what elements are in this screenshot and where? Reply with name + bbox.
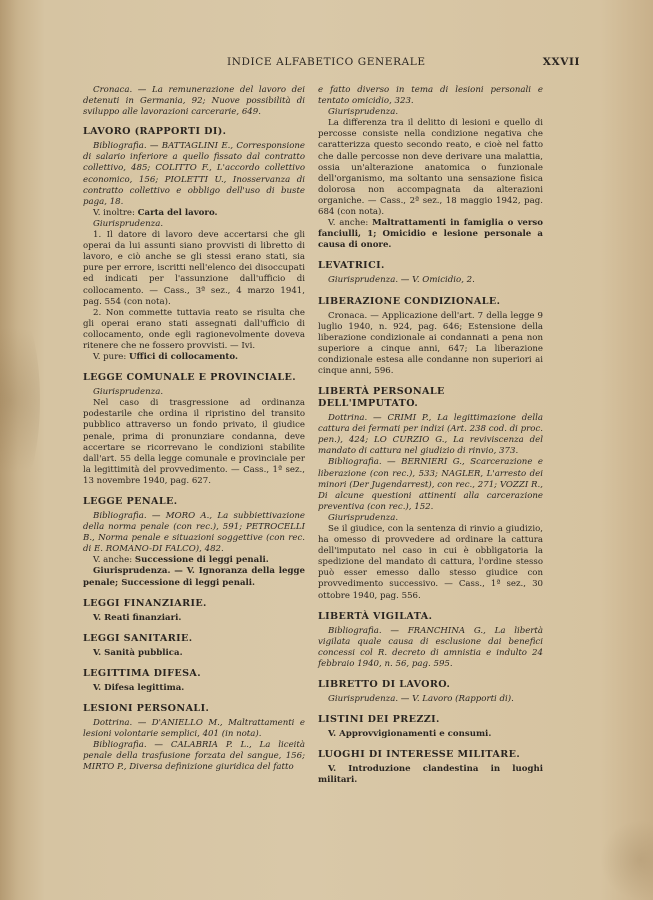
entry-text: Giurisprudenza. [93,218,164,229]
entry-heading: LAVORO (RAPPORTI DI). [83,126,227,138]
entry-text: V. Difesa legittima. [93,682,185,693]
entry-text: Cronaca. — La remunerazione del lavoro dei detenuti in Germania, 92; Nuove possibilità di sviluppo alle lavorazioni carcerarie, 649. [83,85,305,118]
entry-text: Dottrina. — CRIMI P., La legittimazione della cattura dei fermati per indizi (Art. 238 cod. di proc. pen.), 424; LO CURZIO G., La reviviscenza del mandato di cattura nel giudizio di rinvio, 373. [318,413,543,457]
entry-text: V. inoltre: Carta del lavoro. [93,207,218,218]
entry-text: V. Approvvigionamenti e consumi. [328,729,492,740]
entry-text: Giurisprudenza. — V. Omicidio, 2. [328,275,475,286]
entry-text: Giurisprudenza. [328,107,399,118]
entry-text: V. pure: Uffici di collocamento. [93,352,238,363]
entry-text: Dottrina. — D'ANIELLO M., Maltrattamenti e lesioni volontarie semplici, 401 (in nota). [83,717,305,740]
paper-stain [0,300,40,500]
entry-heading: LISTINI DEI PREZZI. [318,714,440,726]
entry-text: Giurisprudenza. [93,387,164,398]
entry-text: 2. Non commette tuttavia reato se risulta che gli operai erano stati assegnati dall'ufficio di collocamento, onde egli ragionevolmente doveva ritenere che ne fossero provvisti. — Ivi. [83,307,305,351]
entry-text: Giurisprudenza. [328,512,399,523]
entry-text: V. anche: Successione di leggi penali. [93,555,269,566]
entry-heading: LEGGI FINANZIARIE. [83,597,207,609]
entry-text: V. anche: Maltrattamenti in famiglia o verso fanciulli, 1; Omicidio e lesione personale a causa di onore. [318,218,543,251]
entry-text: V. Introduzione clandestina in luoghi militari. [318,764,543,786]
entry-text: e fatto diverso in tema di lesioni personali e tentato omicidio, 323. [318,85,543,107]
entry-text: Giurisprudenza. — V. Ignoranza della legge penale; Successione di leggi penali. [83,566,305,588]
entry-heading: LEGGE COMUNALE E PROVINCIALE. [83,372,296,384]
page-header [0,56,653,72]
entry-heading: LIBRETTO DI LAVORO. [318,679,451,691]
entry-text: Bibliografia. — FRANCHINA G., La libertà vigilata quale causa di esclusione dai benefici concessi col R. decreto di amnistia e indulto 24 febbraio 1940, n. 56, pag. 595. [318,625,543,669]
running-title: INDICE ALFABETICO GENERALE [227,56,426,68]
entry-heading: LESIONI PERSONALI. [83,702,210,714]
entry-text: Giurisprudenza. — V. Lavoro (Rapporti di). [328,694,514,705]
right-column [318,85,543,786]
entry-text: Bibliografia. — BERNIERI G., Scarcerazione e liberazione (con rec.), 533; NAGLER, L'arresto dei minori (Der Jugendarrest), con rec., 271; VOZZI R., Di alcune questioni attinenti alla carcerazione preventiva (con rec.), 152. [318,457,543,512]
entry-heading: LEGGE PENALE. [83,496,178,507]
entry-text: Bibliografia. — MORO A., La subbiettivazione della norma penale (con rec.), 591; PETROCELLI B., Norma penale e situazioni soggettive (con rec. di E. ROMANO-DI FALCO), 482. [83,511,306,555]
entry-heading: LEGITTIMA DIFESA. [83,667,202,679]
left-column [83,85,305,773]
entry-heading: LUOGHI DI INTERESSE MILITARE. [318,749,521,761]
entry-heading: LIBERTÀ VIGILATA. [318,610,433,622]
entry-text: Se il giudice, con la sentenza di rinvio a giudizio, ha omesso di provvedere ad ordinare la cattura dell'imputato nel caso in cui è obbligatoria la spedizione del mandato di cattura, l'ordine stesso può esser emesso dallo stesso giudice con provvedimento successivo. — Cass., 1ª sez., 30 ottobre 1940, pag. 556. [318,524,543,601]
entry-text: Cronaca. — Applicazione dell'art. 7 della legge 9 luglio 1940, n. 924, pag. 646; Estensione della liberazione condizionale ai condannati a pena non superiore a cinque anni, 647; La liberazione condizionale estesa alle condanne non superiori ai cinque anni, 596. [318,310,543,376]
entry-text: La differenza tra il delitto di lesioni e quello di percosse consiste nella condizione negativa che caratterizza questo secondo reato, e cioè nel fatto che dalle percosse non deve derivare una malattia, ossia un'alterazione anatomica o funzionale dell'organismo, ma soltanto una sensazione fisica dolorosa non accompagnata da alterazioni organiche. — Cass., 2ª sez., 18 maggio 1942, pag. 684 (con nota). [318,118,543,218]
entry-heading: LEGGI SANITARIE. [83,632,193,644]
paper-stain [600,820,653,900]
entry-text: V. Sanità pubblica. [93,647,183,658]
entry-text: 1. Il datore di lavoro deve accertarsi che gli operai da lui assunti siano provvisti di libretto di lavoro, e ciò anche se gli stessi erano stati, sia pure per errore, iscritti nell'elenco dei disoccupati ed indicati per l'assunzione dall'ufficio di collocamento. — Cass., 3ª sez., 4 marzo 1941, pag. 554 (con nota). [83,230,305,307]
entry-text: V. Reati finanziari. [93,612,182,623]
entry-heading: LIBERTÀ PERSONALE DELL'IMPUTATO. [318,386,445,410]
entry-heading: LEVATRICI. [318,260,385,272]
entry-text: Bibliografia. — BATTAGLINI E., Corresponsione di salario inferiore a quello fissato dal contratto collettivo, 485; COLITTO F., L'accordo collettivo economico, 156; PIOLETTI U., Inosservanza di contratto collettivo e obbligo dell'uso di buste paga, 18. [83,141,305,207]
entry-text: Bibliografia. — CALABRIA P. L., La liceità penale della trasfusione forzata del sangue, 156; MIRTO P., Diversa definizione giuridica del fatto [83,740,305,773]
page-number: XXVII [542,56,580,68]
entry-heading: LIBERAZIONE CONDIZIONALE. [318,295,501,307]
entry-text: Nel caso di trasgressione ad ordinanza podestarile che ordina il ripristino del transito pubblico attraverso un fondo privato, il giudice penale, prima di pronunziare condanna, deve accertare se ricorrevano le condizioni stabilite dall'art. 55 della legge comunale e provinciale per la legittimità del provvedimento. — Cass., 1ª sez., 13 novembre 1940, pag. 627. [83,398,305,486]
